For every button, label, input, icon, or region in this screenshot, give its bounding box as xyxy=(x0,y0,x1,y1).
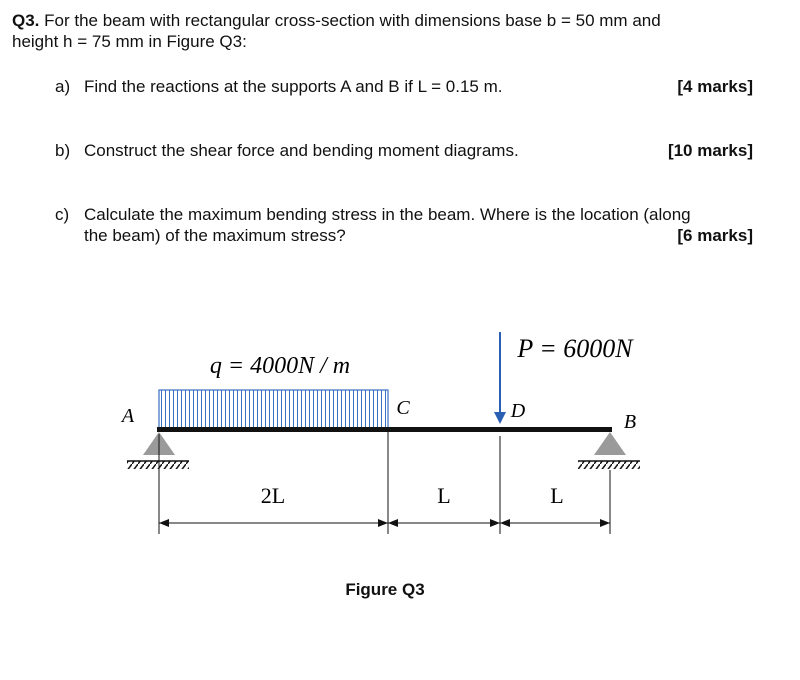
support-a xyxy=(127,432,189,469)
dim-label-l2: L xyxy=(550,483,564,508)
question-number: Q3. xyxy=(12,11,40,30)
label-d: D xyxy=(510,400,526,422)
part-c-text-cont: the beam) of the maximum stress? xyxy=(84,226,346,245)
dim-label-l1: L xyxy=(437,483,451,508)
point-load-label: P = 6000N xyxy=(517,334,633,363)
question-text-line2: height h = 75 mm in Figure Q3: xyxy=(12,32,247,51)
part-c-text: Calculate the maximum bending stress in the beam. Where is the location (along xyxy=(84,205,691,224)
point-load-arrow xyxy=(494,332,506,424)
figure-caption: Figure Q3 xyxy=(345,580,425,599)
label-c: C xyxy=(396,397,410,419)
part-b-marks: [10 marks] xyxy=(667,141,753,160)
distributed-load xyxy=(159,390,388,428)
part-a-label: a) xyxy=(55,77,71,96)
dimension-line-l2 xyxy=(500,519,610,527)
part-b-label: b) xyxy=(55,141,71,160)
part-a-text: Find the reactions at the supports A and B if L = 0.15 m. xyxy=(84,77,503,96)
part-a-marks: [4 marks] xyxy=(677,77,753,96)
dimension-line-l1 xyxy=(388,519,500,527)
part-c-label: c) xyxy=(55,205,70,224)
part-c-marks: [6 marks] xyxy=(677,226,753,245)
label-a: A xyxy=(121,405,135,427)
beam xyxy=(157,427,612,432)
dimension-line-2l xyxy=(159,519,388,527)
part-b-text: Construct the shear force and bending moment diagrams. xyxy=(84,141,519,160)
support-b xyxy=(578,432,640,469)
question-text-line1: For the beam with rectangular cross-section with dimensions base b = 50 mm and xyxy=(44,11,661,30)
distributed-load-label: q = 4000N / m xyxy=(209,353,351,379)
label-b: B xyxy=(623,411,637,433)
dim-label-2l: 2L xyxy=(260,483,286,508)
